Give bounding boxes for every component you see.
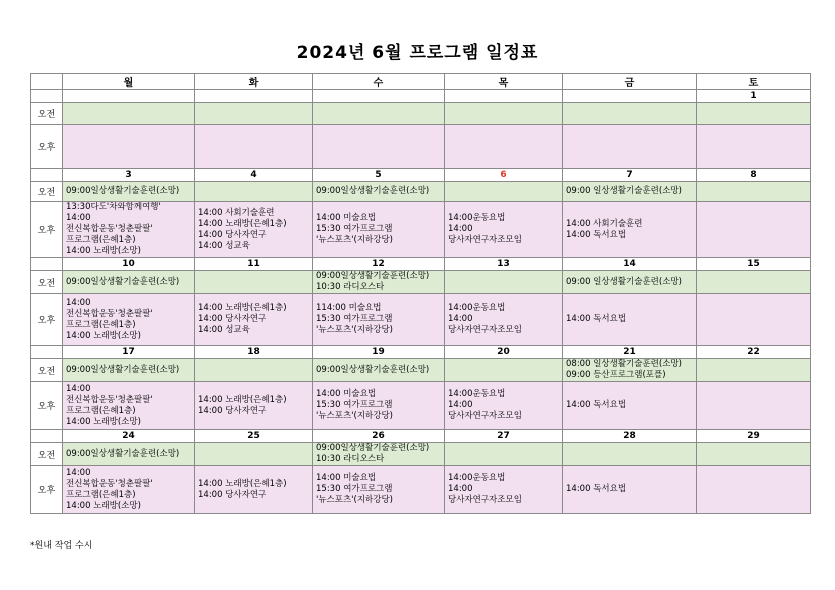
morning-label: 오전 (31, 103, 63, 125)
program-text: 09:00일상생활기술훈련(소망) (66, 276, 180, 287)
program-text: 14:00 미술요법 15:30 여가프로그램 '뉴스포츠'(지하강당) (316, 389, 393, 421)
afternoon-cell (195, 294, 313, 346)
program-text: 13:30다도'차와함께여행' 14:00 전신복합운동'청춘팔팔' 프로그램(은혜1층) 14:00 노래방(소망) (66, 202, 161, 256)
afternoon-cell (313, 202, 445, 258)
program-text: 08:00 일상생활기술훈련(소망) 09:00 등산프로그램(포플) (566, 359, 682, 380)
afternoon-cell (563, 202, 697, 258)
program-text: 114:00 미술요법 15:30 여가프로그램 '뉴스포츠'(지하강당) (316, 303, 393, 335)
weekday-mon: 월 (63, 74, 195, 90)
afternoon-cell (63, 294, 195, 346)
afternoon-cell (313, 294, 445, 346)
afternoon-cell (563, 125, 697, 169)
program-text: 14:00 독서요법 (566, 484, 627, 494)
program-text: 14:00 독서요법 (566, 400, 627, 410)
program-text: 14:00 노래방(은혜1층) 14:00 당사자연구 (198, 478, 287, 500)
morning-cell (563, 271, 697, 294)
week-date-row (31, 258, 811, 271)
afternoon-cell (697, 294, 811, 346)
corner-cell (31, 74, 63, 90)
afternoon-cell (697, 202, 811, 258)
program-text: 14:00운동요법 14:00 당사자연구자조모임 (448, 303, 522, 335)
date-cell: 25 (195, 430, 313, 443)
morning-cell (445, 271, 563, 294)
date-cell: 20 (445, 346, 563, 359)
morning-cell (445, 359, 563, 382)
date-cell: 10 (63, 258, 195, 271)
date-cell: 4 (195, 169, 313, 182)
program-text: 09:00일상생활기술훈련(소망) (316, 364, 430, 375)
morning-cell (195, 182, 313, 202)
afternoon-label: 오후 (31, 125, 63, 169)
afternoon-row (31, 294, 811, 346)
program-text: 14:00 노래방(은혜1층) 14:00 당사자연구 (198, 394, 287, 416)
afternoon-cell (313, 466, 445, 514)
morning-cell (63, 359, 195, 382)
date-cell (563, 90, 697, 103)
morning-cell (313, 271, 445, 294)
afternoon-cell (63, 466, 195, 514)
afternoon-cell (63, 382, 195, 430)
program-text: 09:00일상생활기술훈련(소망) 10:30 라디오스타 (316, 443, 430, 464)
morning-row (31, 443, 811, 466)
morning-label: 오전 (31, 271, 63, 294)
date-row-label (31, 90, 63, 103)
date-cell: 22 (697, 346, 811, 359)
morning-cell (313, 103, 445, 125)
program-text: 09:00일상생활기술훈련(소망) (66, 448, 180, 459)
program-text: 14:00운동요법 14:00 당사자연구자조모임 (448, 473, 522, 505)
morning-cell (697, 103, 811, 125)
date-cell (63, 90, 195, 103)
morning-cell (313, 359, 445, 382)
date-row-label (31, 169, 63, 182)
afternoon-cell (697, 466, 811, 514)
program-text: 14:00운동요법 14:00 당사자연구자조모임 (448, 389, 522, 421)
afternoon-row (31, 125, 811, 169)
afternoon-cell (63, 202, 195, 258)
morning-cell (563, 443, 697, 466)
program-text: 14:00 전신복합운동'청춘팔팔' 프로그램(은혜1층) 14:00 노래방(소망) (66, 297, 153, 341)
afternoon-cell (445, 466, 563, 514)
week-date-row (31, 169, 811, 182)
morning-cell (563, 359, 697, 382)
morning-cell (195, 103, 313, 125)
morning-cell (313, 443, 445, 466)
afternoon-row (31, 202, 811, 258)
morning-cell (63, 443, 195, 466)
program-text: 14:00 사회기술훈련 14:00 노래방(은혜1층) 14:00 당사자연구 14:00 성교육 (198, 207, 287, 251)
date-cell: 29 (697, 430, 811, 443)
date-cell: 24 (63, 430, 195, 443)
afternoon-cell (195, 466, 313, 514)
afternoon-row (31, 466, 811, 514)
afternoon-cell (313, 382, 445, 430)
program-text: 14:00 미술요법 15:30 여가프로그램 '뉴스포츠'(지하강당) (316, 473, 393, 505)
program-text: 09:00일상생활기술훈련(소망) (66, 364, 180, 375)
date-cell: 14 (563, 258, 697, 271)
schedule-table (30, 73, 811, 514)
program-text: 09:00일상생활기술훈련(소망) (316, 186, 430, 196)
morning-cell (697, 443, 811, 466)
morning-cell (445, 103, 563, 125)
afternoon-label: 오후 (31, 382, 63, 430)
weekday-header-row (31, 74, 811, 90)
date-cell: 8 (697, 169, 811, 182)
date-cell: 13 (445, 258, 563, 271)
morning-cell (697, 182, 811, 202)
afternoon-cell (563, 294, 697, 346)
afternoon-cell (445, 125, 563, 169)
program-text: 09:00 일상생활기술훈련(소망) (566, 276, 682, 287)
date-cell: 1 (697, 90, 811, 103)
afternoon-cell (563, 382, 697, 430)
date-cell: 3 (63, 169, 195, 182)
date-cell: 27 (445, 430, 563, 443)
morning-row (31, 271, 811, 294)
program-text: 14:00 미술요법 15:30 여가프로그램 '뉴스포츠'(지하강당) (316, 213, 393, 245)
afternoon-row (31, 382, 811, 430)
date-row-label (31, 430, 63, 443)
date-row-label (31, 258, 63, 271)
afternoon-label: 오후 (31, 294, 63, 346)
date-cell: 17 (63, 346, 195, 359)
page-title: 2024년 6월 프로그램 일정표 (296, 43, 539, 63)
afternoon-cell (313, 125, 445, 169)
program-text: 14:00 독서요법 (566, 314, 627, 324)
afternoon-cell (195, 125, 313, 169)
morning-row (31, 359, 811, 382)
morning-label: 오전 (31, 443, 63, 466)
morning-cell (195, 443, 313, 466)
date-cell (195, 90, 313, 103)
week-date-row (31, 346, 811, 359)
date-cell: 7 (563, 169, 697, 182)
afternoon-cell (445, 382, 563, 430)
morning-cell (195, 271, 313, 294)
morning-cell (445, 443, 563, 466)
morning-cell (63, 271, 195, 294)
program-text: 14:00 전신복합운동'청춘팔팔' 프로그램(은혜1층) 14:00 노래방(소망) (66, 383, 153, 427)
date-cell: 21 (563, 346, 697, 359)
program-text: 14:00 사회기술훈련 14:00 독서요법 (566, 218, 643, 240)
program-text: 09:00 일상생활기술훈련(소망) (566, 186, 682, 196)
footnote: *원내 작업 수시 (30, 541, 93, 551)
morning-label: 오전 (31, 182, 63, 202)
morning-cell (697, 359, 811, 382)
afternoon-label: 오후 (31, 466, 63, 514)
afternoon-cell (563, 466, 697, 514)
afternoon-cell (445, 202, 563, 258)
program-text: 14:00 전신복합운동'청춘팔팔' 프로그램(은혜1층) 14:00 노래방(소망) (66, 467, 153, 511)
date-cell: 15 (697, 258, 811, 271)
date-row-label (31, 346, 63, 359)
date-cell: 6 (445, 169, 563, 182)
date-cell (445, 90, 563, 103)
program-text: 09:00일상생활기술훈련(소망) 10:30 라디오스타 (316, 271, 430, 292)
weekday-thu: 목 (445, 74, 563, 90)
weekday-sat: 토 (697, 74, 811, 90)
program-text: 14:00운동요법 14:00 당사자연구자조모임 (448, 213, 522, 245)
program-text: 14:00 노래방(은혜1층) 14:00 당사자연구 14:00 성교육 (198, 303, 287, 335)
date-cell: 18 (195, 346, 313, 359)
morning-cell (195, 359, 313, 382)
morning-cell (445, 182, 563, 202)
date-cell (313, 90, 445, 103)
weekday-tue: 화 (195, 74, 313, 90)
date-cell: 28 (563, 430, 697, 443)
date-cell: 12 (313, 258, 445, 271)
morning-cell (563, 182, 697, 202)
morning-cell (697, 271, 811, 294)
morning-cell (313, 182, 445, 202)
date-cell: 26 (313, 430, 445, 443)
morning-cell (563, 103, 697, 125)
afternoon-cell (697, 125, 811, 169)
schedule-body (31, 90, 811, 514)
afternoon-label: 오후 (31, 202, 63, 258)
morning-cell (63, 182, 195, 202)
week-date-row (31, 90, 811, 103)
date-cell: 19 (313, 346, 445, 359)
weekday-wed: 수 (313, 74, 445, 90)
afternoon-cell (445, 294, 563, 346)
weekday-fri: 금 (563, 74, 697, 90)
afternoon-cell (195, 202, 313, 258)
week-date-row (31, 430, 811, 443)
morning-cell (63, 103, 195, 125)
date-cell: 11 (195, 258, 313, 271)
morning-row (31, 182, 811, 202)
date-cell: 5 (313, 169, 445, 182)
program-text: 09:00일상생활기술훈련(소망) (66, 186, 180, 196)
morning-label: 오전 (31, 359, 63, 382)
afternoon-cell (63, 125, 195, 169)
afternoon-cell (697, 382, 811, 430)
morning-row (31, 103, 811, 125)
afternoon-cell (195, 382, 313, 430)
